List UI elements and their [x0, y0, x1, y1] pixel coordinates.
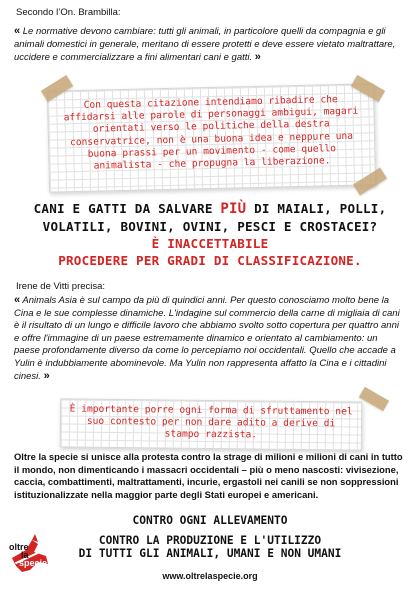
slogan-2: CONTRO LA PRODUZIONE E L'UTILIZZO [98, 534, 322, 547]
quote-de-vitti [14, 294, 406, 384]
logo-wordmark [9, 543, 47, 567]
open-quote-mark: « [14, 25, 21, 37]
headline-line-2: VOLATILI, BOVINI, OVINI, PESCI E CROSTACEI? [42, 219, 378, 234]
headline-part-2: DI MAIALI, POLLI, [246, 201, 387, 216]
note-2-text: È importante porre ogni forma di sfruttamento nel suo contesto per non dare adito a derive di stampo razzista. [69, 403, 353, 441]
logo-word-3: specie [19, 558, 48, 568]
close-quote-mark: » [254, 51, 261, 63]
open-quote-mark: « [14, 294, 21, 306]
headline-part-1: CANI E GATTI DA SALVARE [33, 201, 221, 216]
slogan-3: DI TUTTI GLI ANIMALI, UMANI E NON UMANI [78, 547, 342, 560]
attribution-de-vitti: Irene de Vitti precisa: [16, 281, 106, 292]
tape-strip [359, 387, 389, 411]
footer-url[interactable]: www.oltrelaspecie.org [162, 571, 258, 581]
slogan-1: CONTRO OGNI ALLEVAMENTO [132, 514, 288, 527]
headline-emphasis: PIÙ [220, 201, 247, 217]
quote-brambilla-text: Le normative devono cambiare: tutti gli animali, in particolore quelli da compagnia e gli animali domestici in generale, meritano di essere protetti e deve essere vietato maltrattare, uccidere e commercializzare a fini alimentari cani e gatti. [14, 26, 396, 63]
headline-line-1 [0, 200, 420, 218]
logo-word-2: la [21, 550, 29, 560]
headline [0, 200, 420, 269]
attribution-brambilla: Secondo l’On. Brambilla: [16, 7, 121, 18]
quote-de-vitti-text: Animals Asia è sul campo da più di quindici anni. Per questo conosciamo molto bene la Cina e le sue complesse dinamiche. L'indagine sul commercio della carne di migliaia di cani è il risultato di un lungo e difficile lavoro che abbiamo svolto sotto copertura per quattro anni e offre l'immagine di un paese estremamente dinamico e orientato al cambiamento: un paese profondamente diverso da come lo percepiamo noi occidentali. Quello che accade a Yulin è indubbiamente abominevole. Ma Yulin non rappresenta affatto la Cina e i cittadini cinesi. [14, 295, 400, 382]
protest-paragraph: Oltre la specie si unisce alla protesta contro la strage di milioni e milioni di cani in tutto il mondo, non dimenticando i massacri occidentali – più o meno nascosti: vivisezione, caccia, combattimenti, maltrattamenti, incurie, ergastoli nei canili se non soppressioni istituzionalizzate nella maggior parte degli Stati europei e americani. [14, 451, 403, 500]
quote-brambilla [14, 25, 406, 65]
note-paper-1 [47, 83, 376, 192]
note-1-text: Con questa citazione intendiamo ribadire che affidarsi alle parole di personaggi ambigui, magari orientati verso le politiche della destra conservatrice, non è una buona idea e neppure una buona prassi per un movimento - come quello animalista - che propugna la liberazione. [63, 94, 359, 172]
close-quote-mark: » [43, 370, 50, 382]
logo-word-1: oltre [9, 542, 29, 552]
note-paper-2 [60, 398, 362, 450]
headline-line-3: È INACCETTABILE [151, 236, 269, 251]
headline-line-4: PROCEDERE PER GRADI DI CLASSIFICAZIONE. [58, 253, 362, 268]
